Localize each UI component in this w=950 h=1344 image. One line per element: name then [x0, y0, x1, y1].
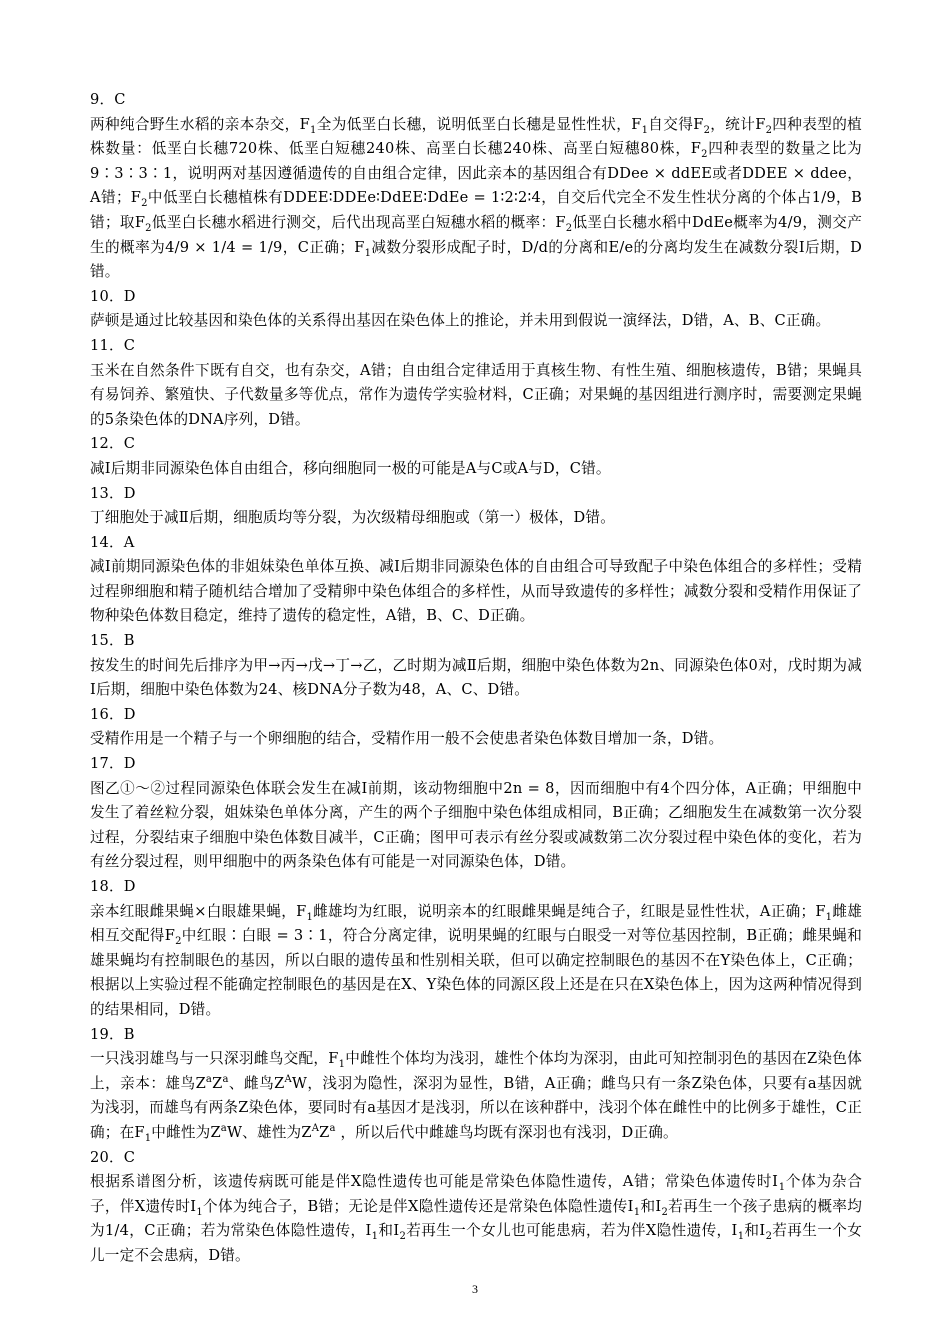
- answer-explanation: 萨顿是通过比较基因和染色体的关系得出基因在染色体上的推论，并未用到假说一演绎法，D错，A、B、C正确。: [90, 312, 831, 330]
- question-number: 15．B: [90, 632, 135, 650]
- answer-item-14: [90, 531, 862, 629]
- answer-explanation: 两种纯合野生水稻的亲本杂交，$F_1$全为低垩白长穗，说明低垩白长穗是显性性状，$F_1$自交得$F_2$，统计$F_2$四种表型的植株数量：低垩白长穗720株、低垩白短穗240株、高垩白长穗240株、高垩白短穗80株，$F_2$四种表型的数量之比为9∶3∶3∶1，说明两对基因遵循遗传的自由组合定律，因此亲本的基因组合有DDee × ddEE或者DDEE × ddee，A错；$F_2$中低垩白长穗植株有DDEE∶DDEe∶DdEE∶DdEe = 1∶2∶2∶4，自交后代完全不发生性状分离的个体占1/9，B错；取$F_2$低垩白长穗水稻进行测交，后代出现高垩白短穗水稻的概率：$F_2$低垩白长穗水稻中DdEe概率为4/9，测交产生的概率为4/9 × 1/4 = 1/9，C正确；$F_1$减数分裂形成配子时，D/d的分离和E/e的分离均发生在减数分裂Ⅰ后期，D错。: [90, 115, 862, 281]
- answer-list: [90, 88, 862, 1269]
- answer-explanation: 按发生的时间先后排序为甲→丙→戊→丁→乙，乙时期为减Ⅱ后期，细胞中染色体数为2n、同源染色体0对，戊时期为减Ⅰ后期，细胞中染色体数为24、核DNA分子数为48，A、C、D错。: [90, 656, 862, 699]
- answer-explanation: 减Ⅰ前期同源染色体的非姐妹染色单体互换、减Ⅰ后期非同源染色体的自由组合可导致配子中染色体组合的多样性；受精过程卵细胞和精子随机结合增加了受精卵中染色体组合的多样性，从而导致遗传的多样性；减数分裂和受精作用保证了物种染色体数目稳定，维持了遗传的稳定性，A错，B、C、D正确。: [90, 558, 862, 625]
- answer-item-15: [90, 629, 862, 703]
- answer-item-9: [90, 88, 862, 285]
- answer-item-10: [90, 285, 862, 334]
- question-number: 20．C: [90, 1148, 136, 1166]
- answer-item-13: [90, 482, 862, 531]
- answer-item-11: [90, 334, 862, 432]
- answer-item-19: [90, 1023, 862, 1146]
- answer-explanation: 丁细胞处于减Ⅱ后期，细胞质均等分裂，为次级精母细胞或（第一）极体，D错。: [90, 509, 616, 527]
- page-number: 3: [472, 1282, 478, 1296]
- question-number: 12．C: [90, 435, 136, 453]
- question-number: 17．D: [90, 755, 136, 773]
- answer-item-16: [90, 703, 862, 752]
- answer-explanation: 图乙①～②过程同源染色体联会发生在减Ⅰ前期，该动物细胞中2n = 8，因而细胞中有4个四分体，A正确；甲细胞中发生了着丝粒分裂，姐妹染色单体分离，产生的两个子细胞中染色体组成相同，B正确；乙细胞发生在减数第一次分裂过程，分裂结束子细胞中染色体数目减半，C正确；图甲可表示有丝分裂或减数第二次分裂过程中染色体的变化，若为有丝分裂过程，则甲细胞中的两条染色体有可能是一对同源染色体，D错。: [90, 779, 862, 871]
- question-number: 11．C: [90, 336, 136, 354]
- question-number: 19．B: [90, 1025, 135, 1043]
- question-number: 16．D: [90, 705, 136, 723]
- question-number: 18．D: [90, 878, 136, 895]
- answer-item-20: [90, 1146, 862, 1269]
- answer-explanation: 根据系谱图分析，该遗传病既可能是伴X隐性遗传也可能是常染色体隐性遗传，A错；常染色体遗传时$Ⅰ_1$个体为杂合子，伴X遗传时$Ⅰ_1$个体为纯合子，B错；无论是伴X隐性遗传还是常染色体隐性遗传$Ⅰ_1$和$Ⅰ_2$若再生一个孩子患病的概率均为1/4，C正确；若为常染色体隐性遗传，$Ⅰ_1$和$Ⅰ_2$若再生一个女儿也可能患病，若为伴X隐性遗传，$Ⅰ_1$和$Ⅰ_2$若再生一个女儿一定不会患病，D错。: [90, 1173, 862, 1264]
- answer-item-17: [90, 752, 862, 875]
- answer-explanation: 亲本红眼雌果蝇×白眼雄果蝇，$F_1$雌雄均为红眼，说明亲本的红眼雌果蝇是纯合子，红眼是显性性状，A正确；$F_1$雌雄相互交配得$F_2$中红眼∶白眼 = 3∶1，符合分离定律，说明果蝇的红眼与白眼受一对等位基因控制，B正确；雌果蝇和雄果蝇均有控制眼色的基因，所以白眼的遗传虽和性别相关联，但可以确定控制眼色的基因不在Y染色体上，C正确；根据以上实验过程不能确定控制眼色的基因是在X、Y染色体的同源区段上还是在只在X染色体上，因为这两种情况得到的结果相同，D错。: [90, 902, 863, 1018]
- question-number: 10．D: [90, 287, 136, 305]
- question-number: 13．D: [90, 484, 136, 502]
- answer-explanation: 减Ⅰ后期非同源染色体自由组合，移向细胞同一极的可能是A与C或A与D，C错。: [90, 459, 611, 477]
- answer-explanation: 玉米在自然条件下既有自交，也有杂交，A错；自由组合定律适用于真核生物、有性生殖、细胞核遗传，B错；果蝇具有易饲养、繁殖快、子代数量多等优点，常作为遗传学实验材料，C正确；对果蝇的基因组进行测序时，需要测定果蝇的5条染色体的DNA序列，D错。: [90, 361, 862, 428]
- answer-item-18: [90, 875, 862, 1023]
- question-number: 9．C: [90, 91, 126, 108]
- question-number: 14．A: [90, 533, 135, 551]
- answer-item-12: [90, 432, 862, 481]
- answer-explanation: 一只浅羽雄鸟与一只深羽雌鸟交配，$F_1$中雌性个体均为浅羽，雄性个体均为深羽，由此可知控制羽色的基因在Z染色体上，亲本：雄鸟$Z^aZ^a$、雌鸟$Z^AW$，浅羽为隐性，深羽为显性，B错，A正确；雌鸟只有一条Z染色体，只要有a基因就为浅羽，而雄鸟有两条Z染色体，要同时有a基因才是浅羽，所以在该种群中，浅羽个体在雌性中的比例多于雄性，C正确；在$F_1$中雌性为$Z^aW$、雄性为$Z^AZ^a$ ，所以后代中雌雄鸟均既有深羽也有浅羽，D正确。: [90, 1050, 862, 1144]
- answer-explanation: 受精作用是一个精子与一个卵细胞的结合，受精作用一般不会使患者染色体数目增加一条，D错。: [90, 730, 724, 748]
